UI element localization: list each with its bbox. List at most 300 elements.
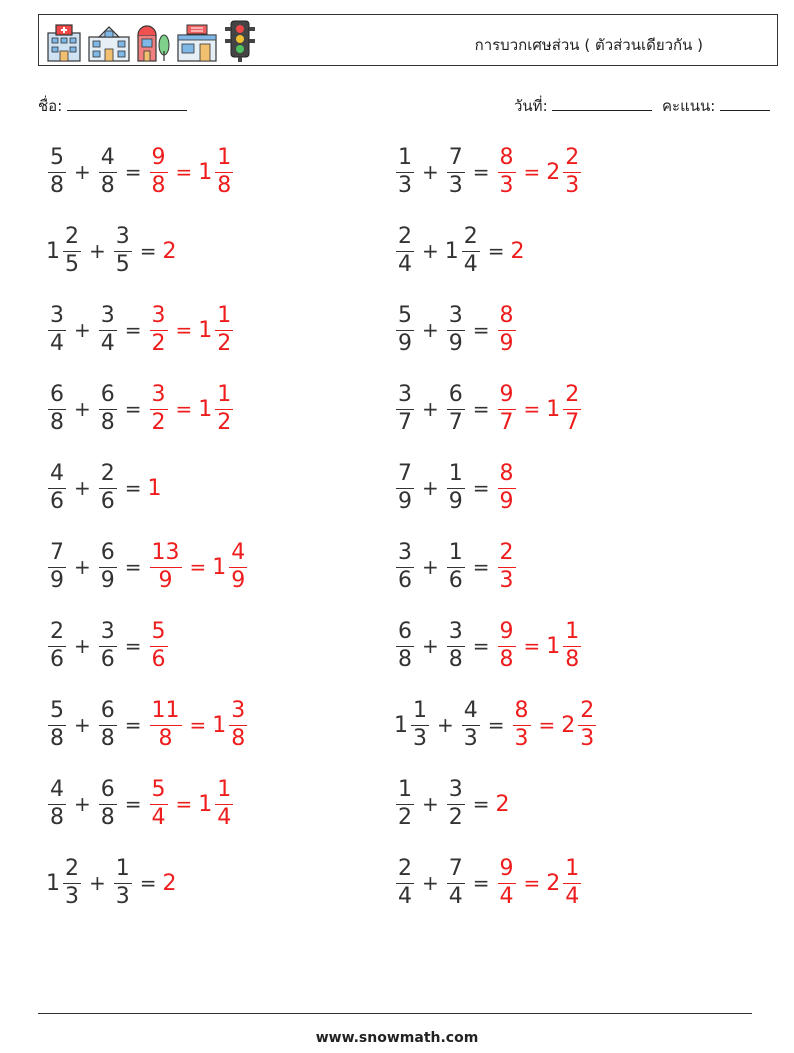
term <box>444 223 482 278</box>
term <box>97 618 119 673</box>
term <box>496 460 518 515</box>
equals-sign: = <box>523 871 541 895</box>
fraction <box>114 223 132 278</box>
fraction <box>215 776 233 831</box>
equals-sign: = <box>175 318 193 342</box>
numerator: 3 <box>448 618 463 644</box>
denominator: 8 <box>499 647 514 673</box>
plus-sign: + <box>422 318 439 342</box>
fraction <box>396 223 414 278</box>
term <box>496 302 518 357</box>
numerator: 5 <box>50 144 64 170</box>
denominator: 2 <box>217 331 232 357</box>
denominator: 2 <box>398 805 412 831</box>
equals-sign: = <box>175 397 193 421</box>
fraction <box>99 539 117 594</box>
term <box>561 697 598 752</box>
equals-sign: = <box>175 792 193 816</box>
whole-number: 2 <box>162 870 177 896</box>
date-label: วันที่: <box>514 97 548 115</box>
problem <box>46 616 170 676</box>
fraction <box>99 381 117 436</box>
denominator: 9 <box>448 331 463 357</box>
term <box>546 381 583 436</box>
numerator: 2 <box>565 144 580 170</box>
denominator: 2 <box>151 331 166 357</box>
problem <box>394 774 511 834</box>
fraction <box>396 381 414 436</box>
plus-sign: + <box>89 239 106 263</box>
term <box>212 697 249 752</box>
numerator: 3 <box>100 618 115 644</box>
fraction <box>396 618 414 673</box>
whole-number: 1 <box>212 712 227 738</box>
denominator: 9 <box>499 331 514 357</box>
denominator: 9 <box>158 568 173 594</box>
score-field <box>662 94 770 118</box>
denominator: 8 <box>231 726 246 752</box>
problem <box>394 142 583 202</box>
numerator: 5 <box>151 618 166 644</box>
denominator: 4 <box>50 331 64 357</box>
equals-sign: = <box>124 713 142 737</box>
term <box>46 460 68 515</box>
traffic-light-icon <box>223 19 257 63</box>
plus-sign: + <box>422 160 439 184</box>
fraction <box>215 381 233 436</box>
term <box>511 239 526 264</box>
plus-sign: + <box>422 476 439 500</box>
fraction <box>396 776 414 831</box>
equals-sign: = <box>472 318 490 342</box>
denominator: 3 <box>115 884 130 910</box>
numerator: 7 <box>448 855 463 881</box>
equals-sign: = <box>189 555 207 579</box>
term <box>148 144 170 199</box>
plus-sign: + <box>422 792 439 816</box>
term <box>394 697 431 752</box>
problem <box>46 142 235 202</box>
numerator: 5 <box>151 776 166 802</box>
term <box>394 223 416 278</box>
equals-sign: = <box>139 239 157 263</box>
term <box>496 381 518 436</box>
numerator: 4 <box>50 776 64 802</box>
denominator: 8 <box>217 173 232 199</box>
fraction <box>498 460 516 515</box>
term <box>46 381 68 436</box>
denominator: 8 <box>100 410 115 436</box>
whole-number: 1 <box>46 870 60 896</box>
denominator: 8 <box>565 647 580 673</box>
denominator: 4 <box>448 884 463 910</box>
term <box>198 302 235 357</box>
term <box>394 381 416 436</box>
fraction <box>396 144 414 199</box>
fraction <box>447 381 465 436</box>
denominator: 2 <box>217 410 232 436</box>
fraction <box>462 223 480 278</box>
denominator: 6 <box>50 647 64 673</box>
fraction <box>447 460 465 515</box>
numerator: 1 <box>217 302 232 328</box>
whole-number: 2 <box>546 870 561 896</box>
term <box>46 776 68 831</box>
fraction <box>99 697 117 752</box>
fraction <box>498 539 516 594</box>
equals-sign: = <box>124 555 142 579</box>
numerator: 2 <box>398 223 412 249</box>
term <box>394 618 416 673</box>
numerator: 7 <box>448 144 463 170</box>
equals-sign: = <box>472 397 490 421</box>
numerator: 1 <box>413 697 427 723</box>
numerator: 1 <box>217 144 232 170</box>
denominator: 9 <box>50 568 64 594</box>
fraction <box>215 144 233 199</box>
numerator: 3 <box>50 302 64 328</box>
term <box>198 381 235 436</box>
fraction <box>447 618 465 673</box>
numerator: 11 <box>151 697 180 723</box>
fraction <box>48 144 66 199</box>
term <box>148 776 170 831</box>
term <box>163 239 178 264</box>
fraction <box>150 302 168 357</box>
plus-sign: + <box>74 160 91 184</box>
term <box>46 855 83 910</box>
term <box>496 855 518 910</box>
fraction <box>63 855 81 910</box>
numerator: 1 <box>217 776 232 802</box>
fraction <box>99 618 117 673</box>
fraction <box>48 618 66 673</box>
plus-sign: + <box>74 634 91 658</box>
shop-icon <box>175 23 219 63</box>
equals-sign: = <box>538 713 556 737</box>
denominator: 4 <box>499 884 514 910</box>
hospital-icon <box>45 23 83 63</box>
fraction <box>447 144 465 199</box>
fraction <box>99 144 117 199</box>
fraction <box>563 381 581 436</box>
fraction <box>48 539 66 594</box>
numerator: 9 <box>499 381 514 407</box>
denominator: 8 <box>158 726 173 752</box>
term <box>445 618 467 673</box>
term <box>112 223 134 278</box>
whole-number: 2 <box>510 238 525 264</box>
term <box>445 144 467 199</box>
whole-number: 1 <box>198 159 213 185</box>
denominator: 9 <box>100 568 115 594</box>
plus-sign: + <box>437 713 454 737</box>
numerator: 3 <box>115 223 130 249</box>
term <box>496 144 518 199</box>
whole-number: 1 <box>198 791 213 817</box>
fraction <box>150 539 182 594</box>
problem <box>46 774 235 834</box>
problem <box>394 537 518 597</box>
denominator: 7 <box>448 410 463 436</box>
fraction <box>498 618 516 673</box>
term <box>394 776 416 831</box>
fraction <box>229 697 247 752</box>
denominator: 9 <box>499 489 514 515</box>
term <box>112 855 134 910</box>
equals-sign: = <box>124 318 142 342</box>
denominator: 7 <box>398 410 412 436</box>
school-icon <box>87 23 131 63</box>
denominator: 8 <box>50 726 64 752</box>
numerator: 9 <box>499 618 514 644</box>
whole-number: 1 <box>198 317 213 343</box>
denominator: 3 <box>413 726 427 752</box>
denominator: 7 <box>499 410 514 436</box>
term <box>445 302 467 357</box>
numerator: 3 <box>151 381 166 407</box>
footer-url: www.snowmath.com <box>315 1030 479 1046</box>
problem <box>394 616 583 676</box>
denominator: 3 <box>448 173 463 199</box>
name-blank <box>67 98 187 111</box>
numerator: 6 <box>50 381 64 407</box>
term <box>97 302 119 357</box>
equals-sign: = <box>124 397 142 421</box>
whole-number: 1 <box>444 238 459 264</box>
fraction <box>462 697 480 752</box>
fraction <box>99 776 117 831</box>
fraction <box>498 381 516 436</box>
equals-sign: = <box>472 634 490 658</box>
plus-sign: + <box>74 476 91 500</box>
whole-number: 2 <box>546 159 561 185</box>
term <box>148 539 184 594</box>
denominator: 9 <box>398 331 412 357</box>
numerator: 3 <box>448 776 463 802</box>
name-field <box>38 94 187 118</box>
fraction <box>563 855 581 910</box>
denominator: 8 <box>100 726 115 752</box>
equals-sign: = <box>472 871 490 895</box>
fraction <box>150 697 182 752</box>
problem <box>46 695 249 755</box>
numerator: 3 <box>398 381 412 407</box>
term <box>46 302 68 357</box>
whole-number: 2 <box>561 712 576 738</box>
denominator: 3 <box>565 173 580 199</box>
term <box>148 618 170 673</box>
numerator: 6 <box>100 697 115 723</box>
whole-number: 1 <box>198 396 213 422</box>
numerator: 8 <box>514 697 529 723</box>
numerator: 4 <box>463 697 478 723</box>
fraction <box>150 776 168 831</box>
denominator: 3 <box>499 568 514 594</box>
term <box>97 144 119 199</box>
equals-sign: = <box>523 634 541 658</box>
numerator: 13 <box>151 539 180 565</box>
numerator: 8 <box>499 144 514 170</box>
term <box>198 144 235 199</box>
term <box>97 381 119 436</box>
problem <box>46 853 178 913</box>
numerator: 9 <box>151 144 166 170</box>
denominator: 9 <box>448 489 463 515</box>
denominator: 2 <box>448 805 463 831</box>
term <box>46 223 83 278</box>
denominator: 8 <box>50 173 64 199</box>
term <box>46 697 68 752</box>
fraction <box>99 460 117 515</box>
denominator: 6 <box>100 647 115 673</box>
numerator: 2 <box>580 697 595 723</box>
numerator: 3 <box>100 302 115 328</box>
denominator: 4 <box>151 805 166 831</box>
fraction <box>396 855 414 910</box>
plus-sign: + <box>74 792 91 816</box>
whole-number: 1 <box>546 396 561 422</box>
term <box>198 776 235 831</box>
numerator: 6 <box>100 381 115 407</box>
fraction <box>99 302 117 357</box>
numerator: 6 <box>100 539 115 565</box>
term <box>496 792 511 817</box>
plus-sign: + <box>74 318 91 342</box>
denominator: 8 <box>100 173 115 199</box>
numerator: 4 <box>50 460 64 486</box>
term <box>163 871 178 896</box>
term <box>97 539 119 594</box>
term <box>496 539 518 594</box>
term <box>97 776 119 831</box>
term <box>445 460 467 515</box>
term <box>445 776 467 831</box>
fraction <box>48 381 66 436</box>
plus-sign: + <box>89 871 106 895</box>
denominator: 6 <box>448 568 463 594</box>
equals-sign: = <box>124 792 142 816</box>
whole-number: 1 <box>147 475 162 501</box>
plus-sign: + <box>422 634 439 658</box>
fraction <box>447 776 465 831</box>
header-box <box>38 14 778 66</box>
denominator: 3 <box>580 726 595 752</box>
header-icons <box>45 19 257 63</box>
equals-sign: = <box>124 476 142 500</box>
denominator: 2 <box>151 410 166 436</box>
problem <box>46 458 163 518</box>
plus-sign: + <box>422 397 439 421</box>
denominator: 4 <box>565 884 580 910</box>
numerator: 3 <box>151 302 166 328</box>
denominator: 8 <box>448 647 463 673</box>
fraction <box>63 223 81 278</box>
denominator: 4 <box>398 884 412 910</box>
term <box>546 144 583 199</box>
fraction <box>114 855 132 910</box>
numerator: 4 <box>100 144 115 170</box>
equals-sign: = <box>472 160 490 184</box>
whole-number: 2 <box>162 238 177 264</box>
fraction <box>215 302 233 357</box>
term <box>445 539 467 594</box>
whole-number: 1 <box>212 554 227 580</box>
problem <box>394 853 583 913</box>
fraction <box>48 776 66 831</box>
problem <box>394 379 583 439</box>
fraction <box>48 302 66 357</box>
term <box>460 697 482 752</box>
problem <box>46 300 235 360</box>
plus-sign: + <box>422 239 439 263</box>
problem <box>394 221 526 281</box>
equals-sign: = <box>124 634 142 658</box>
term <box>46 144 68 199</box>
numerator: 2 <box>398 855 412 881</box>
denominator: 8 <box>50 410 64 436</box>
fraction <box>447 855 465 910</box>
equals-sign: = <box>175 160 193 184</box>
numerator: 1 <box>448 460 463 486</box>
equals-sign: = <box>523 160 541 184</box>
whole-number: 2 <box>495 791 510 817</box>
numerator: 2 <box>65 223 79 249</box>
numerator: 4 <box>231 539 246 565</box>
denominator: 8 <box>50 805 64 831</box>
equals-sign: = <box>472 555 490 579</box>
term <box>394 855 416 910</box>
whole-number: 1 <box>394 712 408 738</box>
denominator: 8 <box>151 173 166 199</box>
fraction <box>396 302 414 357</box>
denominator: 3 <box>65 884 79 910</box>
term <box>445 855 467 910</box>
footer-divider <box>38 1013 752 1014</box>
fraction <box>498 302 516 357</box>
numerator: 5 <box>50 697 64 723</box>
denominator: 7 <box>565 410 580 436</box>
term <box>148 476 163 501</box>
numerator: 2 <box>463 223 478 249</box>
numerator: 2 <box>565 381 580 407</box>
denominator: 5 <box>115 252 130 278</box>
term <box>394 302 416 357</box>
plus-sign: + <box>74 555 91 579</box>
equals-sign: = <box>139 871 157 895</box>
denominator: 6 <box>151 647 166 673</box>
house-tree-icon <box>135 23 171 63</box>
date-field <box>514 94 652 118</box>
plus-sign: + <box>422 555 439 579</box>
plus-sign: + <box>74 713 91 737</box>
numerator: 2 <box>499 539 514 565</box>
numerator: 7 <box>50 539 64 565</box>
numerator: 8 <box>499 302 514 328</box>
problem <box>394 300 518 360</box>
numerator: 7 <box>398 460 412 486</box>
problem <box>46 221 178 281</box>
fraction <box>447 302 465 357</box>
problem <box>46 537 249 597</box>
fraction <box>48 460 66 515</box>
equals-sign: = <box>472 792 490 816</box>
whole-number: 1 <box>46 238 60 264</box>
fraction <box>396 539 414 594</box>
term <box>97 460 119 515</box>
equals-sign: = <box>487 713 505 737</box>
numerator: 2 <box>50 618 64 644</box>
